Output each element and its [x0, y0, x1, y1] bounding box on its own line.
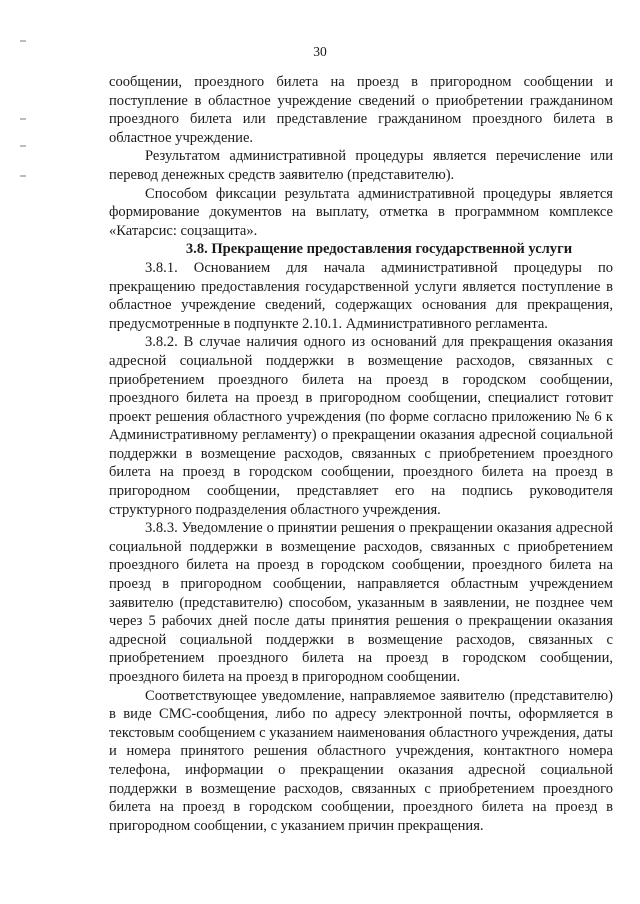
paragraph: Соответствующее уведомление, направляемое заявителю (представителю) в виде СМС-сообщения, либо по адресу электронной почты, оформляется в текстовым сообщением с указанием наименования областного учреждения, даты и номера принятого решения областного учреждения, контактного номера телефона, информации о прекращении оказания адресной социальной поддержки в возмещение расходов, связанных с приобретением проездного билета на проезд в городском сообщении, проездного билета на проезд в пригородном сообщении, с указанием причин прекращения. — [109, 687, 613, 834]
scan-mark — [20, 175, 26, 177]
scan-mark — [20, 40, 26, 42]
paragraph: Способом фиксации результата административной процедуры является формирование документов на выплату, отметка в программном комплексе «Катарсис: соцзащита». — [109, 185, 613, 239]
scan-mark — [20, 145, 26, 147]
section-heading: 3.8. Прекращение предоставления государственной услуги — [185, 241, 573, 258]
paragraph: Результатом административной процедуры является перечисление или перевод денежных средств заявителю (представителю). — [109, 148, 613, 183]
page-number: 30 — [313, 44, 327, 59]
paragraph: 3.8.1. Основанием для начала административной процедуры по прекращению предоставления государственной услуги является поступление в областное учреждение сведений, содержащих основания для прекращения, предусмотренные в подпункте 2.10.1. Административного регламента. — [109, 259, 613, 332]
scan-mark — [20, 118, 26, 120]
paragraph: 3.8.3. Уведомление о принятии решения о прекращении оказания адресной социальной поддержки в возмещение расходов, связанных с приобретением проездного билета на проезд в городском сообщении, проездного билета на проезд в пригородном сообщении, направляется областным учреждением заявителю (представителю) способом, указанным в заявлении, не позднее чем через 5 рабочих дней после даты принятия решения о прекращении оказания адресной социальной поддержки в возмещение расходов, связанных с приобретением проездного билета на проезд в городском сообщении, проездного билета на проезд в пригородном сообщении. — [109, 520, 613, 685]
document-body — [109, 73, 613, 835]
paragraph: сообщении, проездного билета на проезд в пригородном сообщении и поступление в областное учреждение сведений о приобретении гражданином проездного билета или представление гражданином проездного билета в областное учреждение. — [109, 74, 613, 146]
paragraph: 3.8.2. В случае наличия одного из оснований для прекращения оказания адресной социальной поддержки в возмещение расходов, связанных с приобретением проездного билета на проезд в городском сообщении, проездного билета на проезд в пригородном сообщении, специалист готовит проект решения областного учреждения (по форме согласно приложению № 6 к Административному регламенту) о прекращении оказания адресной социальной поддержки в возмещение расходов, связанных с приобретением проездного билета на проезд в городском сообщении, проездного билета на проезд в пригородном сообщении, представляет его на подпись руководителя структурного подразделения областного учреждения. — [109, 334, 613, 518]
